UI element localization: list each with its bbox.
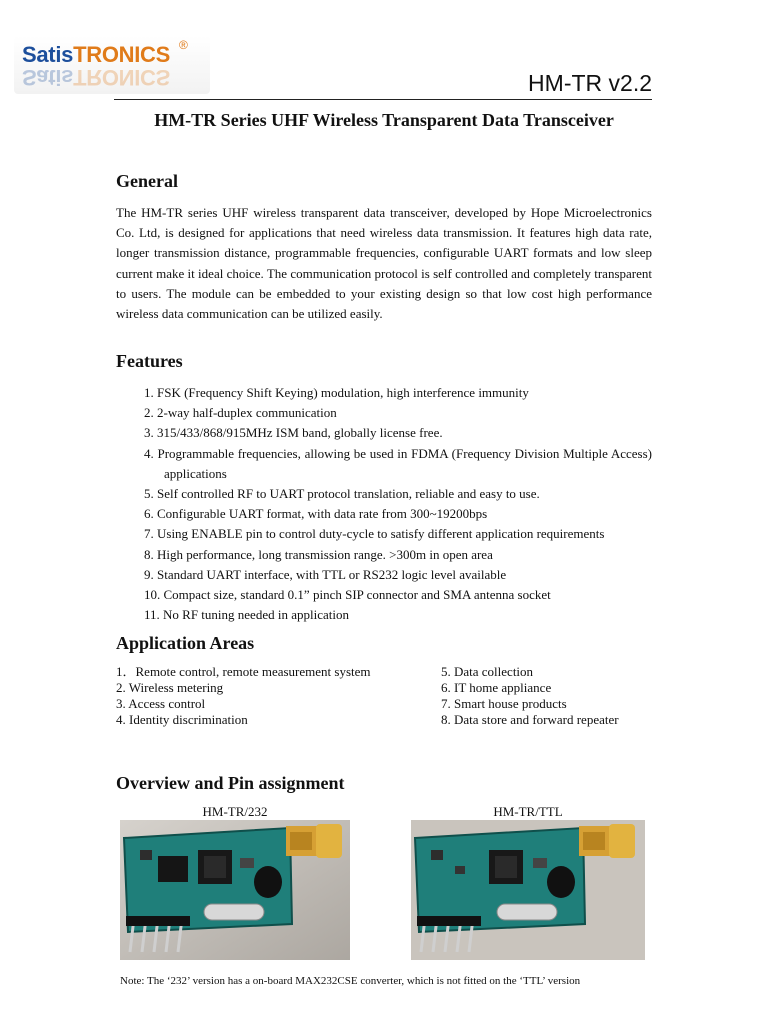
document-version: HM-TR v2.2 [528,70,652,96]
application-item: 2. Wireless metering [116,680,224,695]
logo [14,36,210,94]
application-item: 4. Identity discrimination [116,712,248,727]
module-photo-ttl [411,820,645,960]
application-item: 8. Data store and forward repeater [441,712,619,727]
application-list-right [441,664,661,728]
application-list-left [116,664,416,728]
feature-item: 8. High performance, long transmission range. >300m in open area [144,546,493,562]
logo-wordmark: SatisTRONICS [22,42,170,67]
general-heading: General [116,171,178,191]
application-areas-heading: Application Areas [116,633,255,653]
application-item: 5. Data collection [441,664,534,679]
application-item: 1．Remote control, remote measurement system [116,664,371,679]
overview-heading: Overview and Pin assignment [116,773,345,793]
feature-item: 9. Standard UART interface, with TTL or RS232 logic level available [144,566,507,582]
feature-item: 11. No RF tuning needed in application [144,607,349,623]
feature-item: 1. FSK (Frequency Shift Keying) modulation, high interference immunity [144,385,529,400]
application-item: 3. Access control [116,696,206,711]
feature-item: 4. Programmable frequencies, allowing be used in FDMA (Frequency Division Multiple Access) applications [144,445,652,481]
logo-reflection: SatisTRONICS [22,65,170,90]
caption-hm-tr-232: HM-TR/232 [202,804,268,819]
feature-item: 2. 2-way half-duplex communication [144,405,337,421]
general-paragraph: The HM-TR series UHF wireless transparent data transceiver, developed by Hope Microelectronics Co. Ltd, is designed for applications that need wireless data transmission. It features high data rate, longer transmission distance, programmable frequencies, configurable UART formats and low sleep current make it ideal choice. The communication protocol is self controlled and completely transparent to users. The module can be embedded to your existing design so that low cost high performance wireless data communication can be utilized easily. [116,205,652,322]
application-item: 7. Smart house products [441,696,567,711]
features-heading: Features [116,351,183,371]
application-item: 6. IT home appliance [441,680,552,695]
feature-item: 6. Configurable UART format, with data rate from 300~19200bps [144,506,488,522]
feature-item: 5. Self controlled RF to UART protocol translation, reliable and easy to use. [144,486,540,502]
feature-item: 7. Using ENABLE pin to control duty-cycle to satisfy different application requirements [144,526,605,542]
footnote: Note: The ‘232’ version has a on-board MAX232CSE converter, which is not fitted on the ‘TTL’ version [120,975,581,987]
module-photo-232 [120,820,350,960]
caption-hm-tr-ttl: HM-TR/TTL [493,804,563,819]
document-title: HM-TR Series UHF Wireless Transparent Data Transceiver [154,110,614,130]
header-rule [114,99,652,100]
registered-mark: ® [179,38,188,52]
feature-item: 10. Compact size, standard 0.1” pinch SIP connector and SMA antenna socket [144,587,551,603]
feature-item: 3. 315/433/868/915MHz ISM band, globally license free. [144,425,443,441]
features-list [116,383,652,625]
